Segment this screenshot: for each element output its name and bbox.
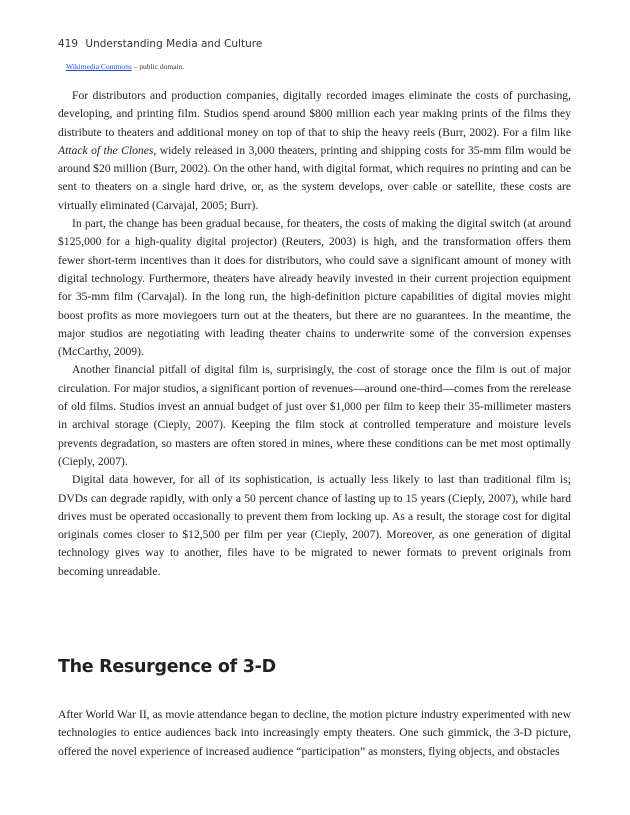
book-title: Understanding Media and Culture [85, 38, 263, 50]
paragraph-theater-conversion: In part, the change has been gradual because, for theaters, the costs of making the digital switch (at around $125,000 for a high-quality digital projector) (Reuters, 2003) is high, and the transformation offers them fewer short-term incentives than it does for distributors, who could save a significant amount of money with digital technology. Furthermore, theaters have already heavily invested in their current projection equipment for 35-mm film (Carvajal). In the long run, the high-definition picture capabilities of digital movies might boost profits as more moviegoers turn out at the theaters, but there are no guarantees. In the meantime, the major studios are negotiating with leading theater chains to underwrite some of the conversion expenses (McCarthy, 2009). [58, 217, 571, 359]
image-caption [66, 62, 184, 71]
caption-license: – public domain. [131, 62, 185, 71]
paragraph-3d-intro: After World War II, as movie attendance began to decline, the motion picture industry experimented with new technologies to entice audiences back into increasingly empty theaters. One such gimmick, the 3-D picture, offered the novel experience of increased audience “participation” as monsters, flying objects, and obstacles [58, 708, 571, 758]
wikimedia-commons-link[interactable]: Wikimedia Commons [66, 62, 132, 71]
paragraph-digital-degradation: Digital data however, for all of its sophistication, is actually less likely to last than traditional film is; DVDs can degrade rapidly, with only a 50 percent chance of lasting up to 15 years (Cieply, 2007), while hard drives must be operated occasionally to prevent them from locking up. As a result, the storage cost for digital originals comes closer to $12,500 per film per year (Cieply, 2007). Moreover, as one generation of digital technology gives way to another, files have to be migrated to newer formats to prevent originals from becoming unreadable. [58, 473, 571, 578]
page-header [58, 38, 262, 50]
section-heading: The Resurgence of 3-D [58, 657, 276, 677]
page-number: 419 [58, 38, 79, 50]
section-body [58, 706, 571, 761]
film-title: Attack of the Clones [58, 143, 154, 157]
body-text [58, 87, 571, 581]
paragraph-distribution-costs: For distributors and production companies, digitally recorded images eliminate the costs of purchasing, developing, and printing film. Studios spend around $800 million each year making prints of the films they distribute to theaters and additional money on top of that to ship the heavy reels (Burr, 2002). For a film like Attack of the Clones, widely released in 3,000 theaters, printing and shipping costs for 35-mm film would be around $20 million (Burr, 2002). On the other hand, with digital format, which requires no printing and can be sent to theaters on a single hard drive, or, as the system develops, over cable or satellite, these costs are virtually eliminated (Carvajal, 2005; Burr). [58, 89, 571, 212]
paragraph-storage-cost: Another financial pitfall of digital film is, surprisingly, the cost of storage once the film is out of major circulation. For major studios, a significant portion of revenues—around one-third—comes from the rerelease of old films. Studios invest an annual budget of just over $1,000 per film to keep their 35-millimeter masters in archival storage (Cieply, 2007). Keeping the film stock at controlled temperature and moisture levels prevents degradation, so masters are often stored in mines, where these conditions can be met most optimally (Cieply, 2007). [58, 363, 571, 468]
